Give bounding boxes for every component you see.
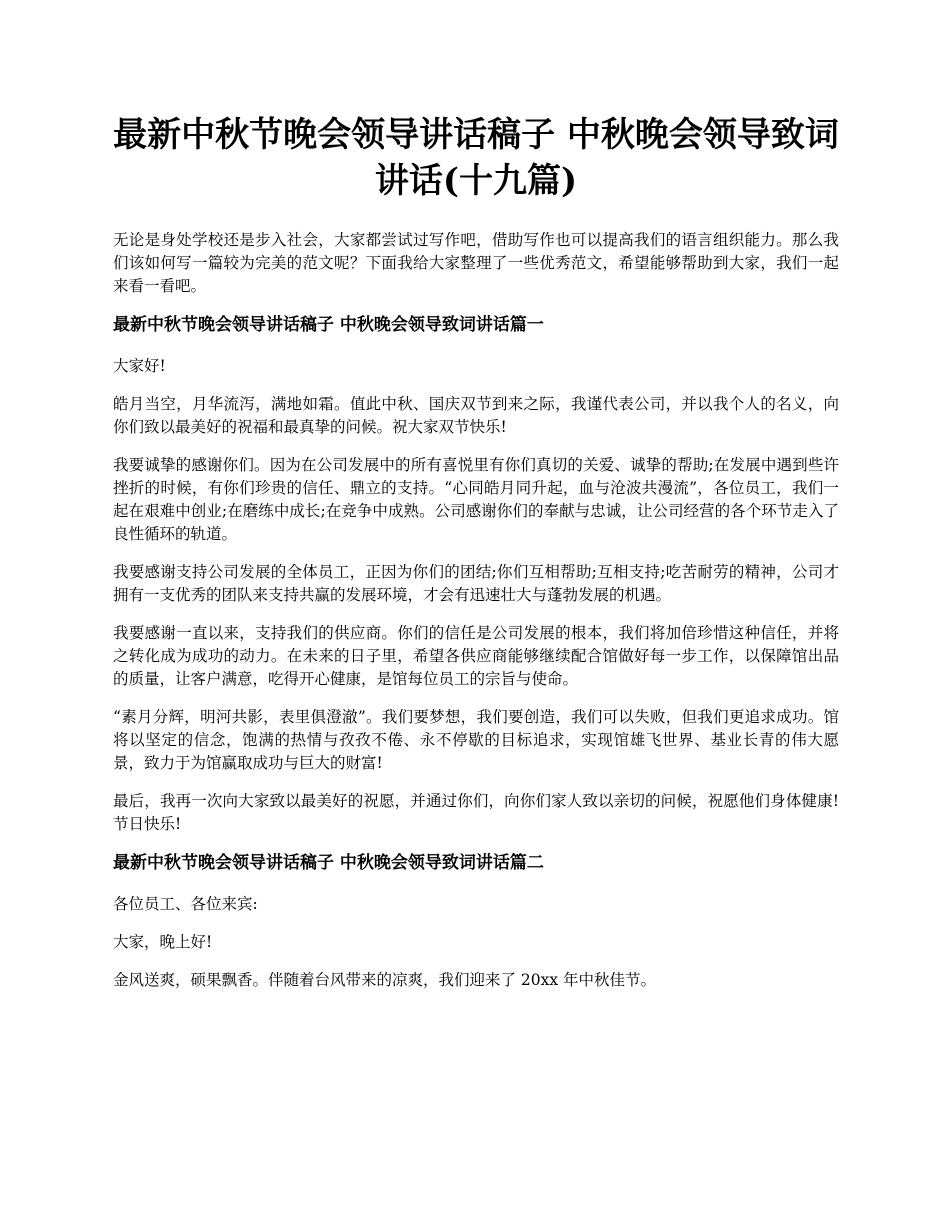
paragraph: 大家好!: [113, 357, 166, 375]
paragraph: 我要诚挚的感谢你们。因为在公司发展中的所有喜悦里有你们真切的关爱、诚挚的帮助;在发展中遇到些许挫折的时候，有你们珍贵的信任、鼎立的支持。“心同皓月同升起，血与沧波共漫流”，各位员工，我们一起在艰难中创业;在磨练中成长;在竞争中成熟。公司感谢你们的奉献与忠诚，让公司经营的各个环节走入了良性循环的轨道。: [113, 456, 839, 543]
document-page: [113, 112, 839, 1007]
section-heading-2: 最新中秋节晚会领导讲话稿子 中秋晚会领导致词讲话篇二: [113, 853, 544, 873]
paragraph: 金风送爽，硕果飘香。伴随着台风带来的凉爽，我们迎来了 20xx 年中秋佳节。: [113, 971, 657, 989]
document-title: 最新中秋节晚会领导讲话稿子 中秋晚会领导致词讲话(十九篇): [113, 115, 839, 201]
paragraph: 大家，晚上好!: [113, 933, 213, 951]
intro-paragraph: 无论是身处学校还是步入社会，大家都尝试过写作吧，借助写作也可以提高我们的语言组织能力。那么我们该如何写一篇较为完美的范文呢？下面我给大家整理了一些优秀范文，希望能够帮助到大家，我们一起来看一看吧。: [113, 231, 839, 295]
paragraph: 我要感谢支持公司发展的全体员工，正因为你们的团结;你们互相帮助;互相支持;吃苦耐劳的精神，公司才拥有一支优秀的团队来支持共赢的发展环境，才会有迅速壮大与蓬勃发展的机遇。: [113, 563, 839, 604]
section-heading-1: 最新中秋节晚会领导讲话稿子 中秋晚会领导致词讲话篇一: [113, 315, 544, 335]
paragraph: “素月分辉，明河共影，表里俱澄澈”。我们要梦想，我们要创造，我们可以失败，但我们更追求成功。馆将以坚定的信念，饱满的热情与孜孜不倦、永不停歇的目标追求，实现馆雄飞世界、基业长青的伟大愿景，致力于为馆赢取成功与巨大的财富!: [113, 708, 839, 772]
paragraph: 各位员工、各位来宾:: [113, 895, 258, 913]
paragraph: 最后，我再一次向大家致以最美好的祝愿，并通过你们，向你们家人致以亲切的问候，祝愿他们身体健康!节日快乐!: [113, 792, 839, 833]
paragraph: 皓月当空，月华流泻，满地如霜。值此中秋、国庆双节到来之际，我谨代表公司，并以我个人的名义，向你们致以最美好的祝福和最真挚的问候。祝大家双节快乐!: [113, 395, 839, 436]
paragraph: 我要感谢一直以来，支持我们的供应商。你们的信任是公司发展的根本，我们将加倍珍惜这种信任，并将之转化成为成功的动力。在未来的日子里，希望各供应商能够继续配合馆做好每一步工作，以保障馆出品的质量，让客户满意，吃得开心健康，是馆每位员工的宗旨与使命。: [113, 624, 839, 688]
